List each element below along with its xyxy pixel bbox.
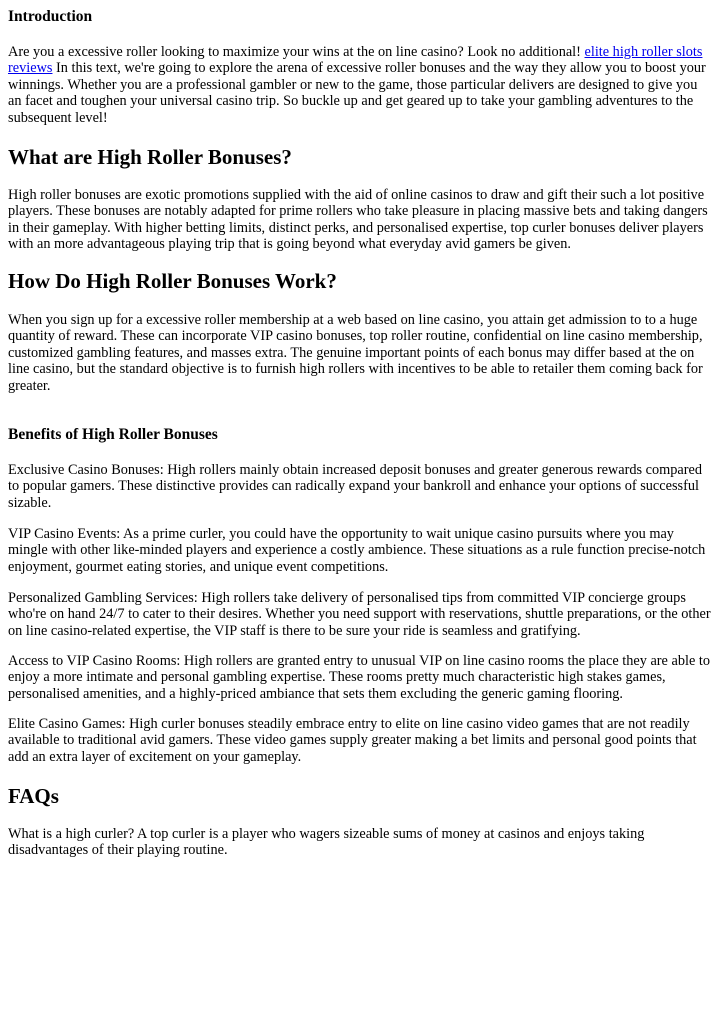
section-heading-how-work: How Do High Roller Bonuses Work? [8, 269, 337, 293]
intro-paragraph [8, 44, 714, 126]
intro-heading: Introduction [8, 8, 93, 25]
benefit-item-vip-rooms: Access to VIP Casino Rooms: High rollers are granted entry to unusual VIP on line casino rooms the place they are able to enjoy a more intimate and personal gambling expertise. These rooms pretty much characteristic high stakes games, personalised amenities, and a highly-priced ambiance that sets them excluding the generic gaming flooring. [8, 653, 710, 702]
benefit-item-elite-games: Elite Casino Games: High curler bonuses steadily embrace entry to elite on line casino video games that are not readily available to traditional avid gamers. These video games supply greater making a bet limits and personal good points that add an extra layer of excitement on your gameplay. [8, 716, 697, 765]
benefit-item-personalized-services: Personalized Gambling Services: High rollers take delivery of personalised tips from committed VIP concierge groups who're on hand 24/7 to cater to their desires. Whether you need support with reservations, shuttle preparations, or the other on line casino-related expertise, the VIP staff is there to be sure your ride is seamless and gratifying. [8, 590, 711, 639]
section-heading-what-are: What are High Roller Bonuses? [8, 145, 292, 169]
section-heading-faqs: FAQs [8, 784, 59, 808]
section-paragraph-what-are: High roller bonuses are exotic promotions supplied with the aid of online casinos to draw and gift their such a lot positive players. These bonuses are notably adapted for prime rollers who take pleasure in placing massive bets and taking dangers in their gameplay. With higher betting limits, distinct perks, and personalised expertise, top curler bonuses deliver players with an more advantageous playing trip that is going beyond what everyday avid gamers be given. [8, 187, 708, 253]
elite-high-roller-slots-reviews-link[interactable]: elite high roller slots reviews [8, 44, 703, 77]
section-heading-benefits: Benefits of High Roller Bonuses [8, 426, 218, 443]
faq-paragraph: What is a high curler? A top curler is a player who wagers sizeable sums of money at casinos and enjoys taking disadvantages of their playing routine. [8, 826, 645, 859]
section-paragraph-how-work: When you sign up for a excessive roller membership at a web based on line casino, you attain get admission to to a huge quantity of reward. These can incorporate VIP casino bonuses, top roller routine, confidential on line casino membership, customized gambling features, and masses extra. The genuine important points of each bonus may differ based at the on line casino, but the standard objective is to furnish high rollers with incentives to be able to retailer them coming back for greater. [8, 312, 703, 394]
benefit-item-vip-events: VIP Casino Events: As a prime curler, you could have the opportunity to wait unique casino pursuits where you may mingle with other like-minded players and experience a costly ambience. These situations as a rule function precise-notch enjoyment, gourmet eating stories, and unique event competitions. [8, 526, 706, 575]
intro-text-after-link: In this text, we're going to explore the arena of excessive roller bonuses and the way they allow you to boost your winnings. Whether you are a professional gambler or new to the game, those particular delivers are designed to give you an facet and toughen your universal casino trip. So buckle up and get geared up to take your gambling adventures to the subsequent level! [8, 60, 706, 126]
benefit-item-exclusive-bonuses: Exclusive Casino Bonuses: High rollers mainly obtain increased deposit bonuses and greater generous rewards compared to popular gamers. These distinctive provides can radically expand your bankroll and enhance your options of successful sizable. [8, 462, 703, 511]
intro-text-before-link: Are you a excessive roller looking to maximize your wins at the on line casino? Look no additional! [8, 44, 585, 60]
